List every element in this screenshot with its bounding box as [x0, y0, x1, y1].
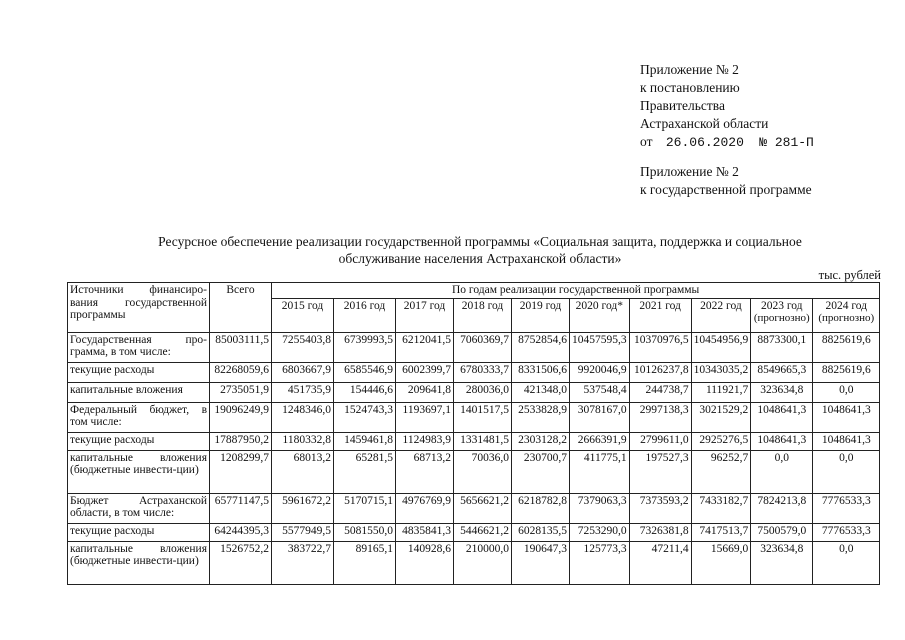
year-2024-label: 2024 год	[825, 299, 868, 312]
row-year-value: 230700,7	[512, 450, 570, 493]
table-header-row	[68, 283, 880, 299]
row-year-value: 1048641,3	[813, 402, 880, 432]
row-year-value: 2666391,9	[570, 432, 630, 450]
row-year-value: 7255403,8	[272, 332, 334, 362]
decree-number: № 281-П	[759, 135, 814, 150]
row-year-value: 1248346,0	[272, 402, 334, 432]
appendix2-to-program: к государственной программе	[640, 182, 812, 197]
year-2015: 2015 год	[272, 298, 334, 332]
row-year-value: 2925276,5	[691, 432, 751, 450]
year-2021: 2021 год	[629, 298, 691, 332]
row-label: Государственная про-грамма, в том числе:	[68, 332, 210, 362]
row-year-value: 3021529,2	[691, 402, 751, 432]
row-year-value: 451735,9	[272, 382, 334, 402]
appendix2-number: Приложение № 2	[640, 164, 739, 179]
header-years: По годам реализации государственной программы	[272, 283, 880, 299]
row-year-value: 537548,4	[570, 382, 630, 402]
decree-date-prefix: от	[640, 134, 653, 149]
row-total: 1208299,7	[210, 450, 272, 493]
row-year-value: 5170715,1	[334, 493, 396, 523]
row-year-value: 7373593,2	[629, 493, 691, 523]
row-year-value: 7417513,7	[691, 523, 751, 541]
row-label: текущие расходы	[68, 432, 210, 450]
row-year-value: 383722,7	[272, 541, 334, 584]
row-year-value: 4976769,9	[396, 493, 454, 523]
year-2018: 2018 год	[454, 298, 512, 332]
title-line-2: обслуживание населения Астраханской области»	[338, 251, 622, 266]
appendix-header-decree	[640, 61, 814, 152]
year-2017: 2017 год	[396, 298, 454, 332]
row-year-value: 7776533,3	[813, 493, 880, 523]
row-year-value: 68713,2	[396, 450, 454, 493]
appendix-number: Приложение № 2	[640, 62, 739, 77]
row-year-value: 0,0	[813, 382, 880, 402]
row-year-value: 7776533,3	[813, 523, 880, 541]
row-year-value: 70036,0	[454, 450, 512, 493]
row-year-value: 7433182,7	[691, 493, 751, 523]
row-total: 1526752,2	[210, 541, 272, 584]
header-total: Всего	[210, 283, 272, 333]
year-2024	[813, 298, 880, 332]
row-year-value: 6585546,9	[334, 362, 396, 382]
row-label: капитальные вложения (бюджетные инвести-ции)	[68, 450, 210, 493]
year-2022: 2022 год	[691, 298, 751, 332]
row-year-value: 7326381,8	[629, 523, 691, 541]
row-year-value: 6218782,8	[512, 493, 570, 523]
row-year-value: 1401517,5	[454, 402, 512, 432]
appendix-government: Правительства	[640, 98, 725, 113]
row-year-value: 10454956,9	[691, 332, 751, 362]
row-year-value: 8873300,1	[751, 332, 813, 362]
year-2023-forecast: (прогнозно)	[753, 312, 810, 324]
row-year-value: 323634,8	[751, 382, 813, 402]
row-year-value: 411775,1	[570, 450, 630, 493]
row-year-value: 1048641,3	[751, 432, 813, 450]
row-total: 17887950,2	[210, 432, 272, 450]
row-year-value: 2799611,0	[629, 432, 691, 450]
row-year-value: 7379063,3	[570, 493, 630, 523]
row-year-value: 1193697,1	[396, 402, 454, 432]
row-year-value: 4835841,3	[396, 523, 454, 541]
row-year-value: 6780333,7	[454, 362, 512, 382]
row-year-value: 89165,1	[334, 541, 396, 584]
document-title	[100, 233, 860, 267]
header-source: Источники финансиро-вания государственной программы	[68, 283, 210, 333]
row-year-value: 1524743,3	[334, 402, 396, 432]
row-label: капитальные вложения (бюджетные инвести-ции)	[68, 541, 210, 584]
table-row	[68, 382, 880, 402]
row-year-value: 280036,0	[454, 382, 512, 402]
title-line-1: Ресурсное обеспечение реализации государственной программы «Социальная защита, поддержка и социальное	[158, 234, 802, 249]
row-year-value: 2997138,3	[629, 402, 691, 432]
resource-table	[67, 282, 880, 585]
row-year-value: 323634,8	[751, 541, 813, 584]
row-year-value: 190647,3	[512, 541, 570, 584]
row-year-value: 1124983,9	[396, 432, 454, 450]
table-row	[68, 432, 880, 450]
appendix-region: Астраханской области	[640, 116, 769, 131]
table-row	[68, 541, 880, 584]
appendix-to-decree: к постановлению	[640, 80, 740, 95]
table-row	[68, 402, 880, 432]
row-year-value: 10126237,8	[629, 362, 691, 382]
row-year-value: 1048641,3	[813, 432, 880, 450]
row-label: Федеральный бюджет, в том числе:	[68, 402, 210, 432]
row-year-value: 9920046,9	[570, 362, 630, 382]
row-year-value: 2533828,9	[512, 402, 570, 432]
row-year-value: 15669,0	[691, 541, 751, 584]
row-year-value: 1048641,3	[751, 402, 813, 432]
row-total: 2735051,9	[210, 382, 272, 402]
year-2019: 2019 год	[512, 298, 570, 332]
row-total: 65771147,5	[210, 493, 272, 523]
table-row	[68, 523, 880, 541]
row-year-value: 1459461,8	[334, 432, 396, 450]
row-year-value: 5656621,2	[454, 493, 512, 523]
row-year-value: 8825619,6	[813, 332, 880, 362]
row-year-value: 8825619,6	[813, 362, 880, 382]
appendix-header-program	[640, 163, 812, 199]
row-total: 64244395,3	[210, 523, 272, 541]
row-year-value: 8549665,3	[751, 362, 813, 382]
row-year-value: 7824213,8	[751, 493, 813, 523]
row-year-value: 0,0	[813, 450, 880, 493]
row-year-value: 111921,7	[691, 382, 751, 402]
row-year-value: 65281,5	[334, 450, 396, 493]
year-2020: 2020 год*	[570, 298, 630, 332]
row-year-value: 210000,0	[454, 541, 512, 584]
decree-date: 26.06.2020	[665, 135, 744, 150]
year-2023	[751, 298, 813, 332]
row-year-value: 125773,3	[570, 541, 630, 584]
row-label: капитальные вложения	[68, 382, 210, 402]
row-year-value: 6002399,7	[396, 362, 454, 382]
row-year-value: 8331506,6	[512, 362, 570, 382]
year-2024-forecast: (прогнозно)	[818, 312, 875, 324]
row-year-value: 96252,7	[691, 450, 751, 493]
table-row	[68, 332, 880, 362]
row-year-value: 209641,8	[396, 382, 454, 402]
row-year-value: 1331481,5	[454, 432, 512, 450]
row-year-value: 2303128,2	[512, 432, 570, 450]
row-year-value: 68013,2	[272, 450, 334, 493]
row-year-value: 421348,0	[512, 382, 570, 402]
year-2023-label: 2023 год	[760, 299, 803, 312]
row-year-value: 8752854,6	[512, 332, 570, 362]
row-year-value: 6803667,9	[272, 362, 334, 382]
row-year-value: 244738,7	[629, 382, 691, 402]
row-year-value: 0,0	[751, 450, 813, 493]
row-year-value: 10343035,2	[691, 362, 751, 382]
row-year-value: 6212041,5	[396, 332, 454, 362]
row-year-value: 1180332,8	[272, 432, 334, 450]
row-year-value: 7060369,7	[454, 332, 512, 362]
table-row	[68, 493, 880, 523]
row-year-value: 3078167,0	[570, 402, 630, 432]
row-total: 85003111,5	[210, 332, 272, 362]
year-2016: 2016 год	[334, 298, 396, 332]
row-year-value: 140928,6	[396, 541, 454, 584]
row-year-value: 7500579,0	[751, 523, 813, 541]
row-year-value: 5446621,2	[454, 523, 512, 541]
row-year-value: 5961672,2	[272, 493, 334, 523]
row-year-value: 7253290,0	[570, 523, 630, 541]
row-year-value: 6028135,5	[512, 523, 570, 541]
row-year-value: 6739993,5	[334, 332, 396, 362]
table-row	[68, 362, 880, 382]
row-total: 19096249,9	[210, 402, 272, 432]
row-year-value: 0,0	[813, 541, 880, 584]
row-label: Бюджет Астраханской области, в том числе:	[68, 493, 210, 523]
decree-date-line	[640, 133, 814, 152]
row-label: текущие расходы	[68, 362, 210, 382]
row-year-value: 10370976,5	[629, 332, 691, 362]
row-year-value: 47211,4	[629, 541, 691, 584]
row-label: текущие расходы	[68, 523, 210, 541]
table-row	[68, 450, 880, 493]
row-year-value: 154446,6	[334, 382, 396, 402]
row-year-value: 10457595,3	[570, 332, 630, 362]
row-total: 82268059,6	[210, 362, 272, 382]
row-year-value: 197527,3	[629, 450, 691, 493]
row-year-value: 5081550,0	[334, 523, 396, 541]
unit-label: тыс. рублей	[818, 268, 881, 282]
row-year-value: 5577949,5	[272, 523, 334, 541]
